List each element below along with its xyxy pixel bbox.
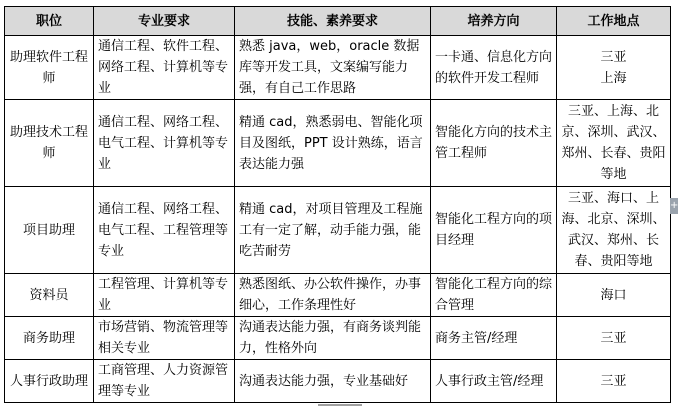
header-position: 职位 [5,7,94,36]
location-cell: 海口 [557,274,671,317]
major-cell: 市场营销、物流管理等相关专业 [94,317,235,360]
table-row [5,187,671,274]
header-skills: 技能、素养要求 [235,7,431,36]
major-cell: 工商管理、人力资源管理等专业 [94,360,235,403]
direction-cell: 商务主管/经理 [431,317,557,360]
skills-cell: 熟悉 java，web，oracle 数据库等开发工具，文案编写能力强，有自己工作思路 [235,36,431,100]
skills-cell: 沟通表达能力强，有商务谈判能力，性格外向 [235,317,431,360]
table-row [5,274,671,317]
plus-icon[interactable]: + [670,198,678,214]
skills-cell: 沟通表达能力强，专业基础好 [235,360,431,403]
header-major: 专业要求 [94,7,235,36]
direction-cell: 智能化工程方向的项目经理 [431,187,557,274]
location-cell: 三亚 [557,317,671,360]
skills-cell: 熟悉图纸、办公软件操作，办事细心，工作条理性好 [235,274,431,317]
position-cell: 人事行政助理 [5,360,94,403]
location-cell: 三亚 [557,360,671,403]
position-cell: 助理技术工程师 [5,100,94,187]
header-direction: 培养方向 [431,7,557,36]
table-row [5,360,671,403]
location-cell: 三亚、上海、北京、深圳、武汉、郑州、长春、贵阳等地 [557,100,671,187]
position-cell: 商务助理 [5,317,94,360]
table-row [5,317,671,360]
direction-cell: 人事行政主管/经理 [431,360,557,403]
position-cell: 资料员 [5,274,94,317]
direction-cell: 一卡通、信息化方向的软件开发工程师 [431,36,557,100]
skills-cell: 精通 cad，熟悉弱电、智能化项目及图纸，PPT 设计熟练，语言表达能力强 [235,100,431,187]
major-cell: 通信工程、软件工程、网络工程、计算机等专业 [94,36,235,100]
job-table [4,6,671,403]
location-cell [557,36,671,100]
skills-cell: 精通 cad，对项目管理及工程施工有一定了解，动手能力强，能吃苦耐劳 [235,187,431,274]
location-line: 上海 [600,70,627,86]
table-row [5,36,671,100]
location-line: 三亚 [600,49,627,65]
direction-cell: 智能化工程方向的综合管理 [431,274,557,317]
major-cell: 通信工程、网络工程、电气工程、工程管理等专业 [94,187,235,274]
major-cell: 通信工程、网络工程、电气工程、计算机等专业 [94,100,235,187]
position-cell: 助理软件工程师 [5,36,94,100]
location-cell: 三亚、海口、上海、北京、深圳、武汉、郑州、长春、贵阳等地 [557,187,671,274]
table-row [5,100,671,187]
header-location: 工作地点 [557,7,671,36]
major-cell: 工程管理、计算机等专业 [94,274,235,317]
table-header [5,7,671,36]
position-cell: 项目助理 [5,187,94,274]
direction-cell: 智能化方向的技术主管工程师 [431,100,557,187]
